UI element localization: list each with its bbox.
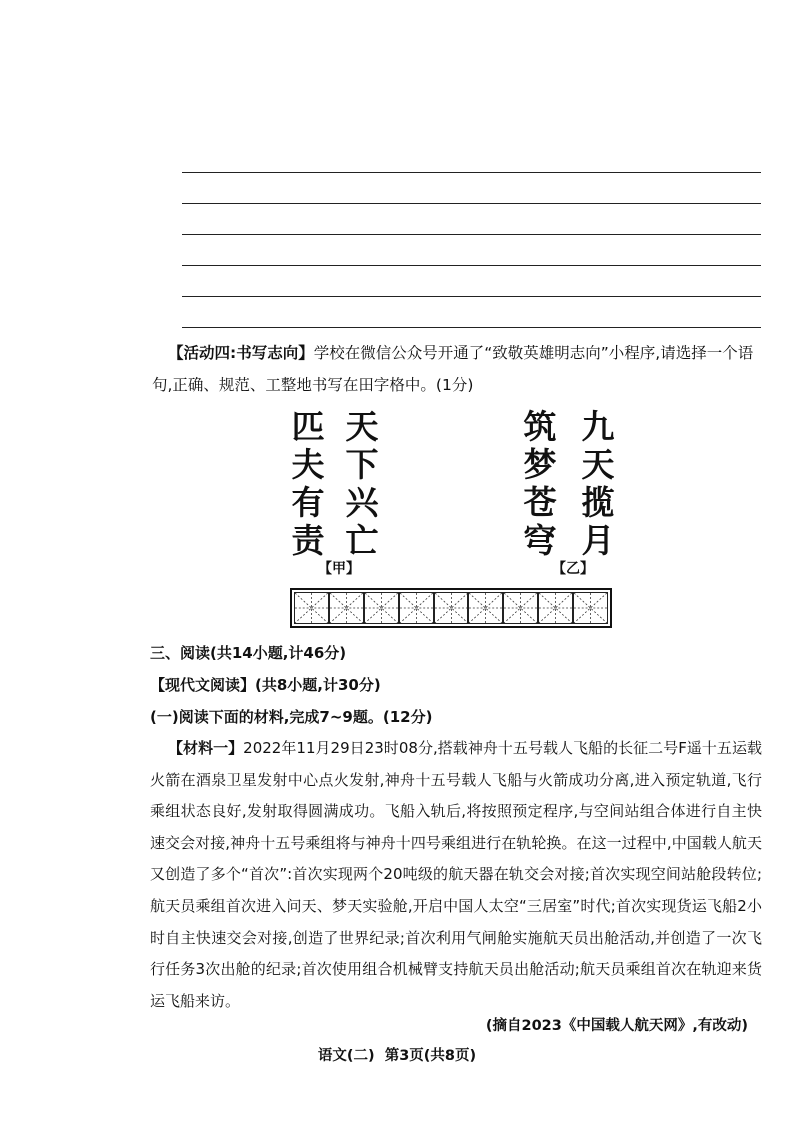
caption-jia: 【甲】 <box>318 561 360 577</box>
tianzige-cell[interactable] <box>503 592 538 624</box>
writing-line <box>182 234 761 235</box>
yi-column-right <box>578 408 618 560</box>
material-text: 2022年11月29日23时08分,搭载神舟十五号载人飞船的长征二号F遥十五运载火箭在酒泉卫星发射中心点火发射,神舟十五号载人飞船与火箭成功分离,进入预定轨道,飞行乘组状态良好,发射取得圆满成功。飞船入轨后,将按照预定程序,与空间站组合体进行自主快速交会对接,神舟十五号乘组将与神舟十四号乘组进行在轨轮换。在这一过程中,中国载人航天又创造了多个“首次”:首次实现两个20吨级的航天器在轨交会对接;首次实现空间站舱段转位;航天员乘组首次进入问天、梦天实验舱,开启中国人太空“三居室”时代;首次实现货运飞船2小时自主快速交会对接,创造了世界纪录;首次利用气闸舱实施航天员出舱活动,并创造了一次飞行任务3次出舱的纪录;首次使用组合机械臂支持航天员出舱活动;航天员乘组首次在轨迎来货运飞船来访。 <box>150 739 762 1010</box>
tianzige-cell[interactable] <box>329 592 364 624</box>
writing-line <box>182 203 761 204</box>
calligraphy-jia <box>288 408 388 568</box>
tianzige-cell[interactable] <box>573 592 608 624</box>
writing-line <box>182 296 761 297</box>
glyph: 穹 <box>523 521 557 560</box>
activity-four <box>152 337 762 401</box>
activity-label: 【活动四:书写志向】 <box>168 344 314 362</box>
tianzige-cell[interactable] <box>399 592 434 624</box>
glyph: 兴 <box>345 483 379 522</box>
part-one-title: (一)阅读下面的材料,完成7~9题。(12分) <box>150 708 433 726</box>
glyph: 夫 <box>291 445 325 484</box>
glyph: 亡 <box>345 521 379 560</box>
tianzige-cell[interactable] <box>434 592 469 624</box>
glyph: 苍 <box>523 483 557 522</box>
glyph: 九 <box>581 407 615 446</box>
source-citation: (摘自2023《中国载人航天网》,有改动) <box>485 1018 748 1034</box>
yi-column-left <box>520 408 560 560</box>
glyph: 揽 <box>581 483 615 522</box>
glyph: 责 <box>291 521 325 560</box>
glyph: 筑 <box>523 407 557 446</box>
activity-text-2: 句,正确、规范、工整地书写在田字格中。(1分) <box>152 376 474 394</box>
tianzige-cell[interactable] <box>294 592 329 624</box>
glyph: 月 <box>581 521 615 560</box>
calligraphy-yi <box>520 408 630 568</box>
jia-column-right <box>342 408 382 560</box>
tianzige-cell[interactable] <box>364 592 399 624</box>
glyph: 天 <box>345 407 379 446</box>
glyph: 下 <box>345 445 379 484</box>
tianzige-grid[interactable] <box>290 588 612 628</box>
glyph: 匹 <box>291 407 325 446</box>
page-footer: 语文(二) 第3页(共8页) <box>317 1048 477 1064</box>
glyph: 梦 <box>523 445 557 484</box>
glyph: 天 <box>581 445 615 484</box>
material-one <box>150 733 762 1017</box>
material-label: 【材料一】 <box>168 739 244 757</box>
tianzige-cell[interactable] <box>538 592 573 624</box>
jia-column-left <box>288 408 328 560</box>
modern-reading-title: 【现代文阅读】(共8小题,计30分) <box>150 676 381 694</box>
glyph: 有 <box>291 483 325 522</box>
activity-text: 学校在微信公众号开通了“致敬英雄明志向”小程序,请选择一个语 <box>313 344 754 362</box>
writing-line <box>182 327 761 328</box>
caption-yi: 【乙】 <box>552 561 594 577</box>
writing-line <box>182 172 761 173</box>
writing-line <box>182 265 761 266</box>
tianzige-cell[interactable] <box>468 592 503 624</box>
section-three-title: 三、阅读(共14小题,计46分) <box>150 644 347 662</box>
